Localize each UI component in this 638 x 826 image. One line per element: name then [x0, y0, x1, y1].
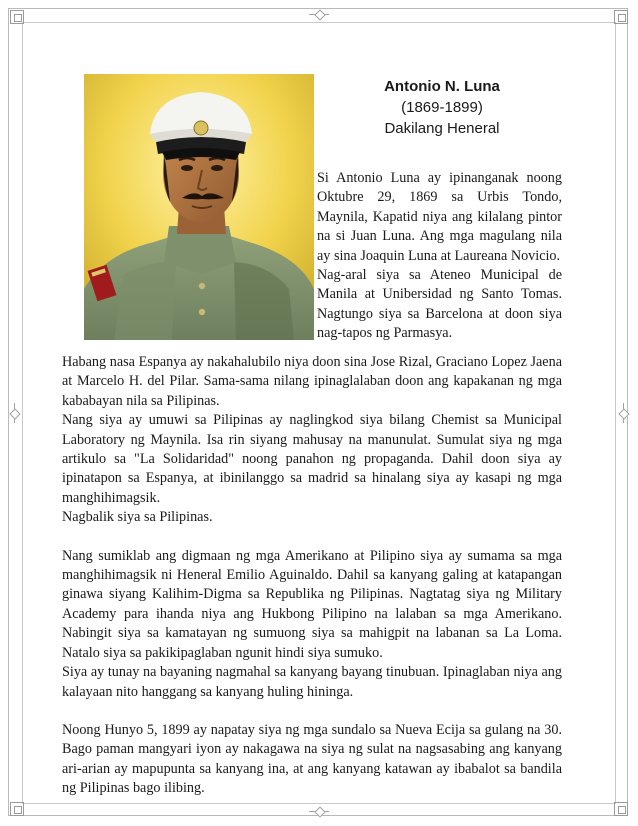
body-paragraph: Habang nasa Espanya ay nakahalubilo niya doon sina Jose Rizal, Graciano Lopez Jaena at Marcelo H. del Pilar. Sama-sama nilang ipinaglalaban doon ang kapakanan ng mga kababayan nila sa Pilipinas. [62, 354, 562, 409]
hero-title: Dakilang Heneral [384, 120, 500, 137]
body-paragraph: Noong Hunyo 5, 1899 ay napatay siya ng mga sundalo sa Nueva Ecija sa gulang na 30. Bago paman mangyari iyon ay nakagawa na siya ng sulat na nagsasabing ang kanyang ari-arian ay mapupunta sa kanyang ina, at ang kanyang katawan ay ibabalot sa bandila ng Pilipinas bago ilibing. [62, 721, 562, 797]
body-paragraph: Nang siya ay umuwi sa Pilipinas ay naglingkod siya bilang Chemist sa Municipal Laboratory ng Maynila. Isa rin siyang mahusay na manunulat. Sumulat siya ng mga artikulo sa "La Solidaridad" noong panahon ng propaganda. Dahil doon siya ay ipinatapon sa Espanya, at ibinilanggo sa madrid sa hinalang siya ay kasapi ng mga manghihimagsik. [62, 412, 562, 506]
border-ornament-top [309, 14, 329, 15]
corner-ornament-bottom-right [614, 802, 628, 816]
border-ornament-bottom [309, 811, 329, 812]
border-ornament-right [623, 403, 624, 423]
body-paragraph: Siya ay tunay na bayaning nagmahal sa kanyang bayang tinubuan. Ipinaglaban niya ang kalayaan nito hanggang sa kanyang huling hininga. [62, 664, 562, 700]
intro-paragraph: Nag-aral siya sa Ateneo Municipal de Manila at Unibersidad ng Santo Tomas. Nagtungo siya sa Barcelona at doon siya nag-tapos ng Parmasya. [317, 267, 562, 342]
paragraph-gap [62, 528, 562, 547]
paragraph-gap [62, 702, 562, 721]
border-ornament-left [14, 403, 15, 423]
corner-ornament-bottom-left [10, 802, 24, 816]
body-text [62, 353, 562, 799]
body-paragraph: Nagbalik siya sa Pilipinas. [62, 509, 213, 526]
intro-text [317, 169, 562, 344]
hero-years: (1869-1899) [401, 99, 483, 116]
portrait-image [84, 74, 314, 340]
body-paragraph: Nang sumiklab ang digmaan ng mga Amerikano at Pilipino siya ay sumama sa mga manghihimagsik ni Heneral Emilio Aguinaldo. Dahil sa kanyang galing at katapangan ginawa siyang Kalihim-Digma sa Republika ng Pilipinas. Nagtatag siya ng Military Academy para ihanda niya ang Hukbong Pilipino na lalaban sa mga Amerikano. Nabingit siya sa kamatayan ng sumuong siya sa mahigpit na labanan sa La Loma. Natalo siya sa pakikipaglaban ngunit hindi siya sumuko. [62, 547, 562, 661]
intro-paragraph: Si Antonio Luna ay ipinanganak noong Oktubre 29, 1869 sa Urbis Tondo, Maynila, Kapatid niya ang kilalang pintor na si Juan Luna. Ang mga magulang nila ay sina Joaquin Luna at Laureana Novicio. [317, 170, 562, 264]
hero-name: Antonio N. Luna [384, 78, 500, 95]
corner-ornament-top-right [614, 10, 628, 24]
title-block [318, 76, 566, 139]
corner-ornament-top-left [10, 10, 24, 24]
